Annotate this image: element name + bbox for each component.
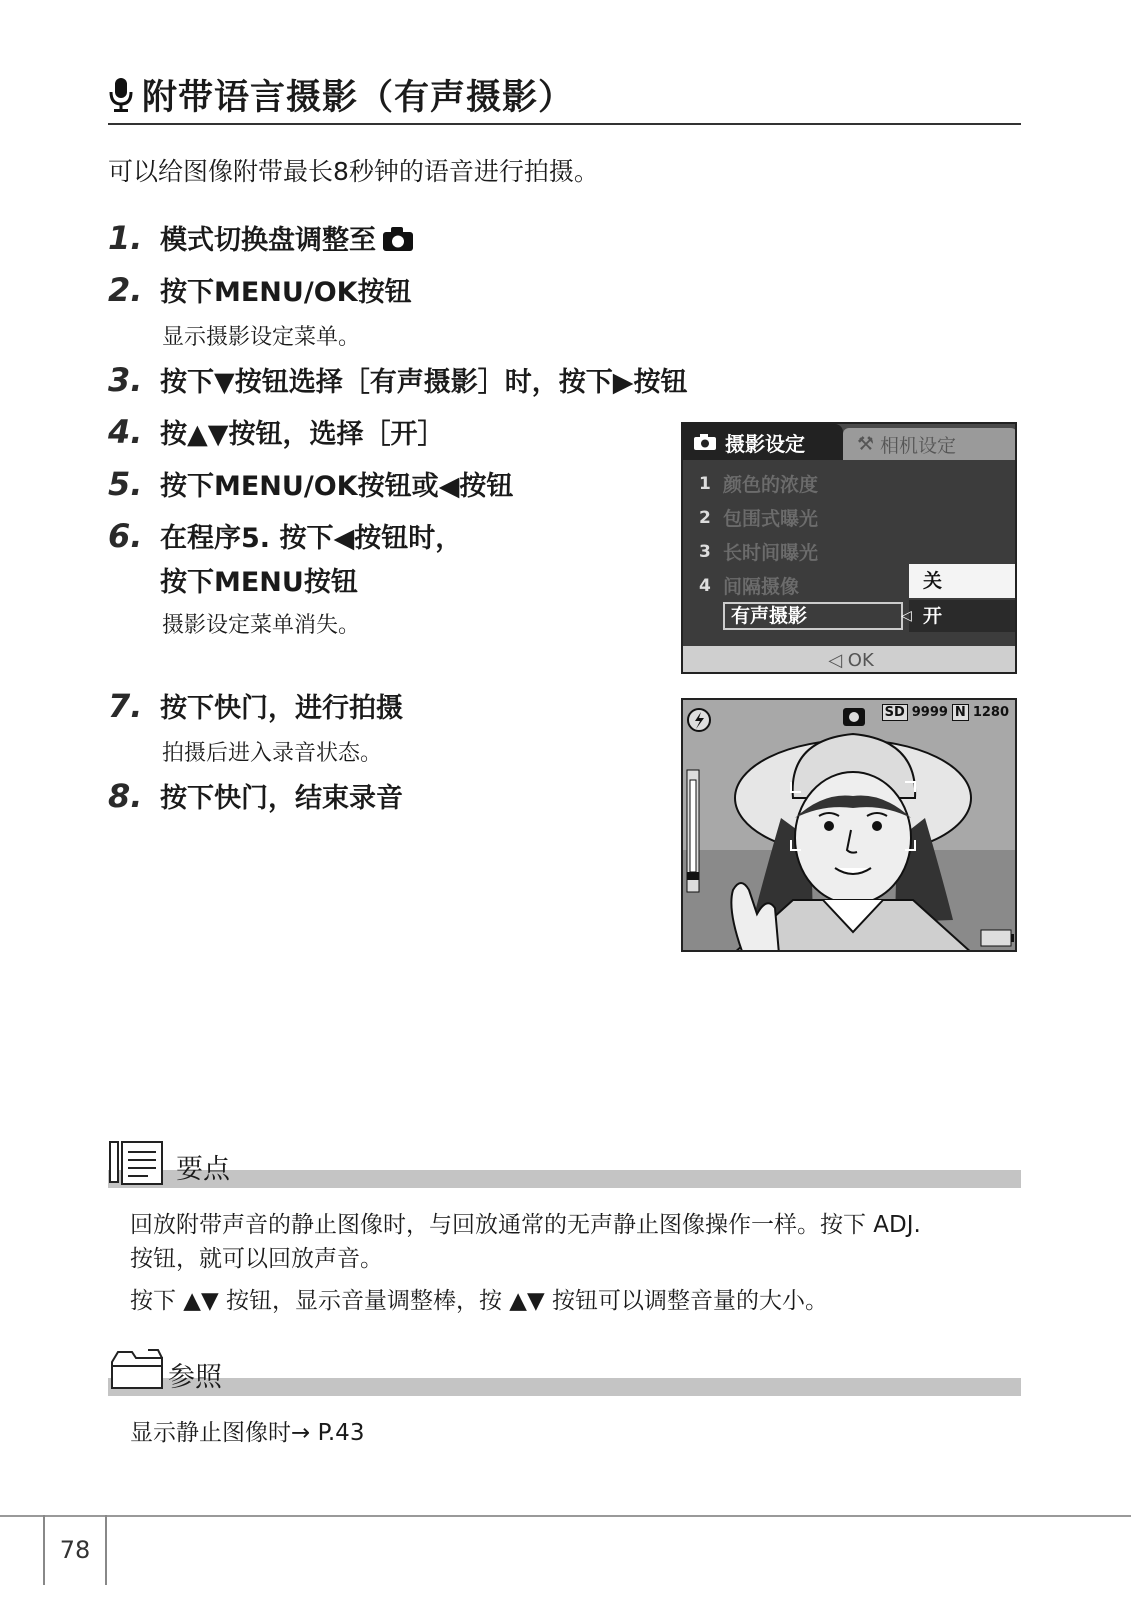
step-6 xyxy=(108,516,462,555)
camera-mode-icon xyxy=(382,226,414,252)
reference-header xyxy=(108,1348,1021,1396)
footer-divider xyxy=(0,1515,1131,1517)
menu-page-number: 4 xyxy=(699,576,711,596)
reference-title: 参照 xyxy=(168,1362,222,1393)
camera-photo-screenshot xyxy=(681,698,1017,952)
quality-badge: N xyxy=(952,704,969,721)
caret-left-icon: ◁ xyxy=(901,608,912,624)
tab-shooting-settings: 摄影设定 xyxy=(683,424,843,460)
step-6-line-2 xyxy=(160,560,358,599)
option-on: ◁ 开 xyxy=(909,600,1015,632)
menu-item: 长时间曝光 xyxy=(723,542,819,564)
page-number: 78 xyxy=(43,1515,107,1585)
step-number: 4. xyxy=(108,413,143,451)
step-number: 2. xyxy=(108,271,143,309)
menu-item: 间隔摄像 xyxy=(723,576,800,598)
step-6-note: 摄影设定菜单消失。 xyxy=(162,613,361,638)
tips-line: 按钮，就可以回放声音。 xyxy=(130,1246,383,1272)
menu-footer: ◁ OK xyxy=(683,646,1017,674)
step-text: 在程序5. 按下◀按钮时， xyxy=(160,523,463,554)
portrait-illustration xyxy=(683,700,1017,952)
step-number: 5. xyxy=(108,465,143,503)
step-3 xyxy=(108,360,688,399)
page-title xyxy=(108,70,574,120)
remaining-shots: 9999 xyxy=(911,705,948,720)
menu-page-number: 1 xyxy=(699,474,711,494)
wrench-icon: ⚒ xyxy=(857,433,875,455)
step-7 xyxy=(108,686,403,725)
step-2 xyxy=(108,270,412,309)
tab-camera-settings: ⚒ 相机设定 xyxy=(843,428,1017,460)
step-8 xyxy=(108,776,403,815)
memo-icon xyxy=(108,1140,168,1188)
menu-item-selected: 有声摄影 xyxy=(723,602,903,630)
step-text: 按下MENU按钮 xyxy=(160,567,358,598)
step-text: 模式切换盘调整至 xyxy=(160,218,414,257)
step-number: 1. xyxy=(108,219,143,257)
step-text: 按下MENU/OK按钮或◀按钮 xyxy=(160,471,514,502)
reference-text: 显示静止图像时→ P.43 xyxy=(130,1420,365,1446)
step-number: 6. xyxy=(108,517,143,555)
camera-menu-screenshot xyxy=(681,422,1017,674)
step-text: 按▲▼按钮，选择［开］ xyxy=(160,419,445,450)
step-text: 按下快门，结束录音 xyxy=(160,783,403,814)
menu-page-number: 2 xyxy=(699,508,711,528)
tips-bar xyxy=(108,1170,1021,1188)
menu-item: 包围式曝光 xyxy=(723,508,819,530)
step-number: 7. xyxy=(108,687,143,725)
tips-header xyxy=(108,1140,1021,1188)
image-size: 1280 xyxy=(972,705,1009,720)
step-5 xyxy=(108,464,513,503)
folder-icon xyxy=(108,1344,168,1392)
page-title-text: 附带语言摄影（有声摄影） xyxy=(142,78,575,118)
option-off: 关 xyxy=(909,564,1015,598)
step-number: 8. xyxy=(108,777,143,815)
status-bar xyxy=(882,704,1009,721)
step-4 xyxy=(108,412,445,451)
tips-line: 回放附带声音的静止图像时，与回放通常的无声静止图像操作一样。按下 ADJ. xyxy=(130,1212,921,1238)
step-1 xyxy=(108,218,414,257)
step-7-note: 拍摄后进入录音状态。 xyxy=(162,741,383,766)
step-text: 按下▼按钮选择［有声摄影］时，按下▶按钮 xyxy=(160,367,688,398)
step-2-note: 显示摄影设定菜单。 xyxy=(162,325,361,350)
tips-title: 要点 xyxy=(176,1154,230,1185)
intro-text: 可以给图像附带最长8秒钟的语音进行拍摄。 xyxy=(108,157,599,186)
reference-bar xyxy=(108,1378,1021,1396)
tips-line: 按下 ▲▼ 按钮，显示音量调整棒，按 ▲▼ 按钮可以调整音量的大小。 xyxy=(130,1288,828,1314)
step-number: 3. xyxy=(108,361,143,399)
title-divider xyxy=(108,123,1021,125)
card-badge: SD xyxy=(882,704,908,721)
camera-icon xyxy=(693,433,717,451)
microphone-icon xyxy=(108,77,134,113)
menu-page-number: 3 xyxy=(699,542,711,562)
menu-item: 颜色的浓度 xyxy=(723,474,819,496)
step-text: 按下MENU/OK按钮 xyxy=(160,277,412,308)
step-text: 按下快门，进行拍摄 xyxy=(160,693,403,724)
